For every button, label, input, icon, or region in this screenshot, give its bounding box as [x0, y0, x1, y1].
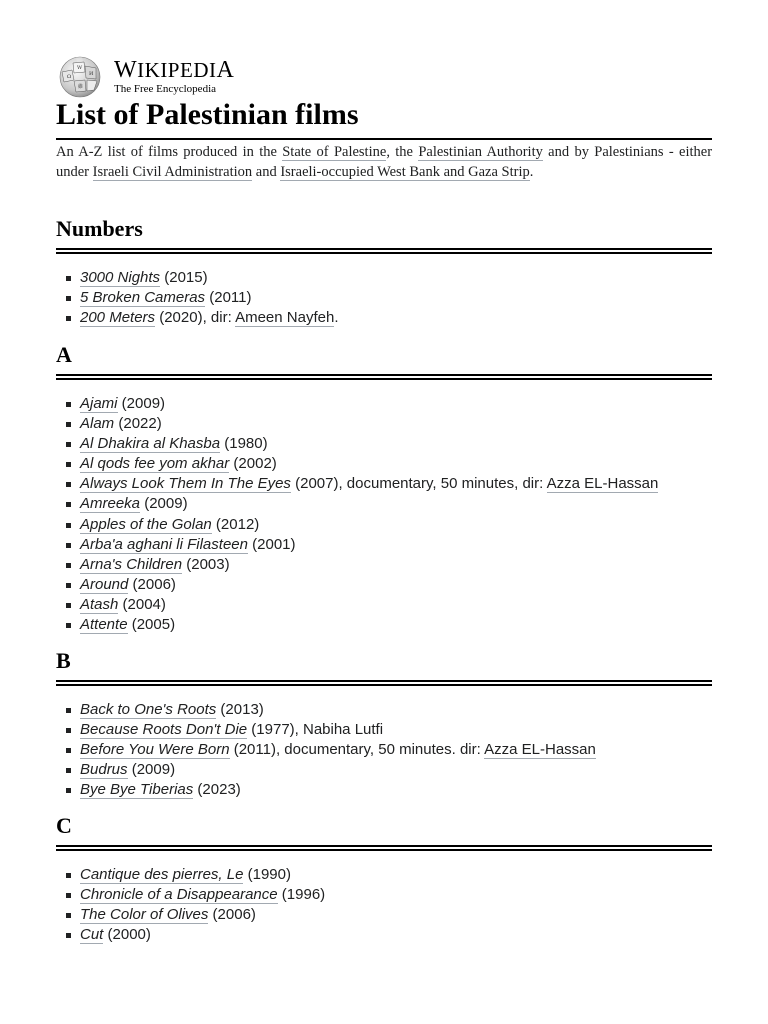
- film-details: (2009): [127, 761, 176, 779]
- film-details: (2020), dir:: [155, 309, 236, 327]
- film-details: (2007), documentary, 50 minutes, dir:: [290, 475, 547, 493]
- director-link[interactable]: Azza EL-Hassan: [484, 741, 596, 759]
- film-details: (2022): [114, 415, 162, 433]
- film-details: (1996): [277, 886, 326, 904]
- section-heading: A: [56, 342, 712, 380]
- svg-text:維: 維: [78, 84, 84, 90]
- link-israeli-civil-administration[interactable]: Israeli Civil Administration: [92, 164, 253, 180]
- link-west-bank-and-gaza[interactable]: Israeli-occupied West Bank and Gaza Strip: [280, 164, 530, 180]
- film-details: (2006): [128, 575, 176, 593]
- list-item: [56, 414, 712, 434]
- film-details: (2005): [127, 616, 176, 634]
- svg-text:Ω: Ω: [67, 74, 72, 80]
- film-details: (2009): [117, 395, 166, 412]
- site-header: [56, 54, 234, 98]
- list-item: [56, 394, 712, 414]
- film-title-link[interactable]: Because Roots Don't Die: [80, 721, 248, 739]
- list-item: [56, 760, 712, 780]
- list-item: [56, 575, 712, 595]
- section-heading: Numbers: [56, 216, 712, 254]
- film-details: (1977), Nabiha Lutfi: [247, 721, 384, 739]
- section-b: [56, 648, 712, 800]
- film-title-link[interactable]: Bye Bye Tiberias: [80, 781, 194, 799]
- film-title-link[interactable]: 5 Broken Cameras: [80, 289, 206, 307]
- film-details: (2011): [205, 289, 252, 307]
- section-a: [56, 342, 712, 635]
- intro-text: and: [252, 164, 281, 180]
- intro-text: and by Palestinians - either under: [56, 144, 713, 180]
- film-details: (1980): [220, 435, 268, 453]
- svg-text:И: И: [89, 71, 94, 77]
- film-title-link[interactable]: Cantique des pierres, Le: [80, 866, 244, 883]
- list-item: [56, 454, 712, 474]
- film-title-link[interactable]: Always Look Them In The Eyes: [80, 475, 291, 493]
- film-details: (1990): [243, 866, 291, 883]
- film-title-link[interactable]: Chronicle of a Disappearance: [80, 886, 278, 904]
- list-item: [56, 865, 712, 885]
- film-title-link[interactable]: Before You Were Born: [80, 741, 230, 759]
- list-item: [56, 885, 712, 905]
- list-item: [56, 925, 712, 945]
- link-palestinian-authority[interactable]: Palestinian Authority: [418, 144, 543, 160]
- film-details: (2013): [216, 701, 264, 718]
- section-numbers: [56, 216, 712, 328]
- film-list: [56, 394, 712, 635]
- list-item: [56, 515, 712, 535]
- film-title: Alam: [80, 415, 115, 433]
- wikipedia-globe-icon[interactable]: [56, 54, 104, 98]
- film-details: (2002): [229, 455, 277, 473]
- list-item: [56, 494, 712, 514]
- intro-text: An A-Z list of films produced in the: [56, 144, 283, 160]
- film-details-end: .: [334, 309, 339, 327]
- film-details: (2015): [160, 269, 208, 286]
- list-item: [56, 615, 712, 635]
- film-details: (2003): [182, 555, 230, 573]
- wikipedia-wordmark[interactable]: [114, 58, 234, 95]
- page-title: List of Palestinian films: [56, 96, 712, 140]
- film-title-link[interactable]: Around: [80, 575, 129, 593]
- section-heading: C: [56, 813, 712, 851]
- section-heading: B: [56, 648, 712, 686]
- film-details: (2023): [193, 781, 241, 799]
- director-link[interactable]: Ameen Nayfeh: [235, 309, 335, 327]
- list-item: [56, 434, 712, 454]
- list-item: [56, 555, 712, 575]
- film-title-link[interactable]: Amreeka: [80, 495, 141, 513]
- list-item: [56, 780, 712, 800]
- film-title-link[interactable]: Al Dhakira al Khasba: [80, 435, 221, 453]
- svg-text:W: W: [77, 65, 83, 71]
- list-item: [56, 700, 712, 720]
- wordmark-tagline: The Free Encyclopedia: [114, 82, 217, 95]
- film-title-link[interactable]: Budrus: [80, 761, 128, 779]
- list-item: [56, 474, 712, 494]
- film-title-link[interactable]: The Color of Olives: [80, 906, 209, 924]
- film-details: (2012): [211, 515, 260, 533]
- list-item: [56, 740, 712, 760]
- film-title-link[interactable]: Al qods fee yom akhar: [80, 455, 230, 473]
- film-title-link[interactable]: Back to One's Roots: [80, 701, 217, 718]
- director-link[interactable]: Azza EL-Hassan: [546, 475, 659, 493]
- wordmark-text: WIKIPEDIA: [114, 56, 235, 83]
- list-item: [56, 288, 712, 308]
- film-title-link[interactable]: Atash: [80, 595, 119, 613]
- list-item: [56, 535, 712, 555]
- film-details: (2006): [208, 906, 256, 924]
- film-details: (2004): [118, 595, 166, 613]
- film-details: (2011), documentary, 50 minutes. dir:: [229, 741, 485, 759]
- film-details: (2001): [247, 535, 296, 553]
- film-details: (2009): [140, 495, 188, 513]
- film-title-link[interactable]: Cut: [80, 926, 104, 944]
- film-title-link[interactable]: Arna's Children: [80, 555, 183, 573]
- film-title-link[interactable]: Arba'a aghani li Filasteen: [80, 535, 248, 553]
- section-c: [56, 813, 712, 945]
- intro-paragraph: [56, 142, 712, 182]
- link-state-of-palestine[interactable]: State of Palestine: [282, 144, 387, 160]
- film-title-link[interactable]: 200 Meters: [80, 309, 156, 327]
- list-item: [56, 595, 712, 615]
- list-item: [56, 268, 712, 288]
- film-title-link[interactable]: Attente: [80, 616, 128, 634]
- film-list: [56, 865, 712, 945]
- film-list: [56, 268, 712, 328]
- intro-text: .: [529, 164, 534, 180]
- list-item: [56, 308, 712, 328]
- list-item: [56, 720, 712, 740]
- film-title-link[interactable]: Apples of the Golan: [80, 515, 212, 533]
- film-details: (2000): [103, 926, 151, 944]
- intro-text: , the: [386, 144, 419, 160]
- film-title-link[interactable]: Ajami: [80, 395, 118, 412]
- film-title-link[interactable]: 3000 Nights: [80, 269, 161, 286]
- list-item: [56, 905, 712, 925]
- film-list: [56, 700, 712, 800]
